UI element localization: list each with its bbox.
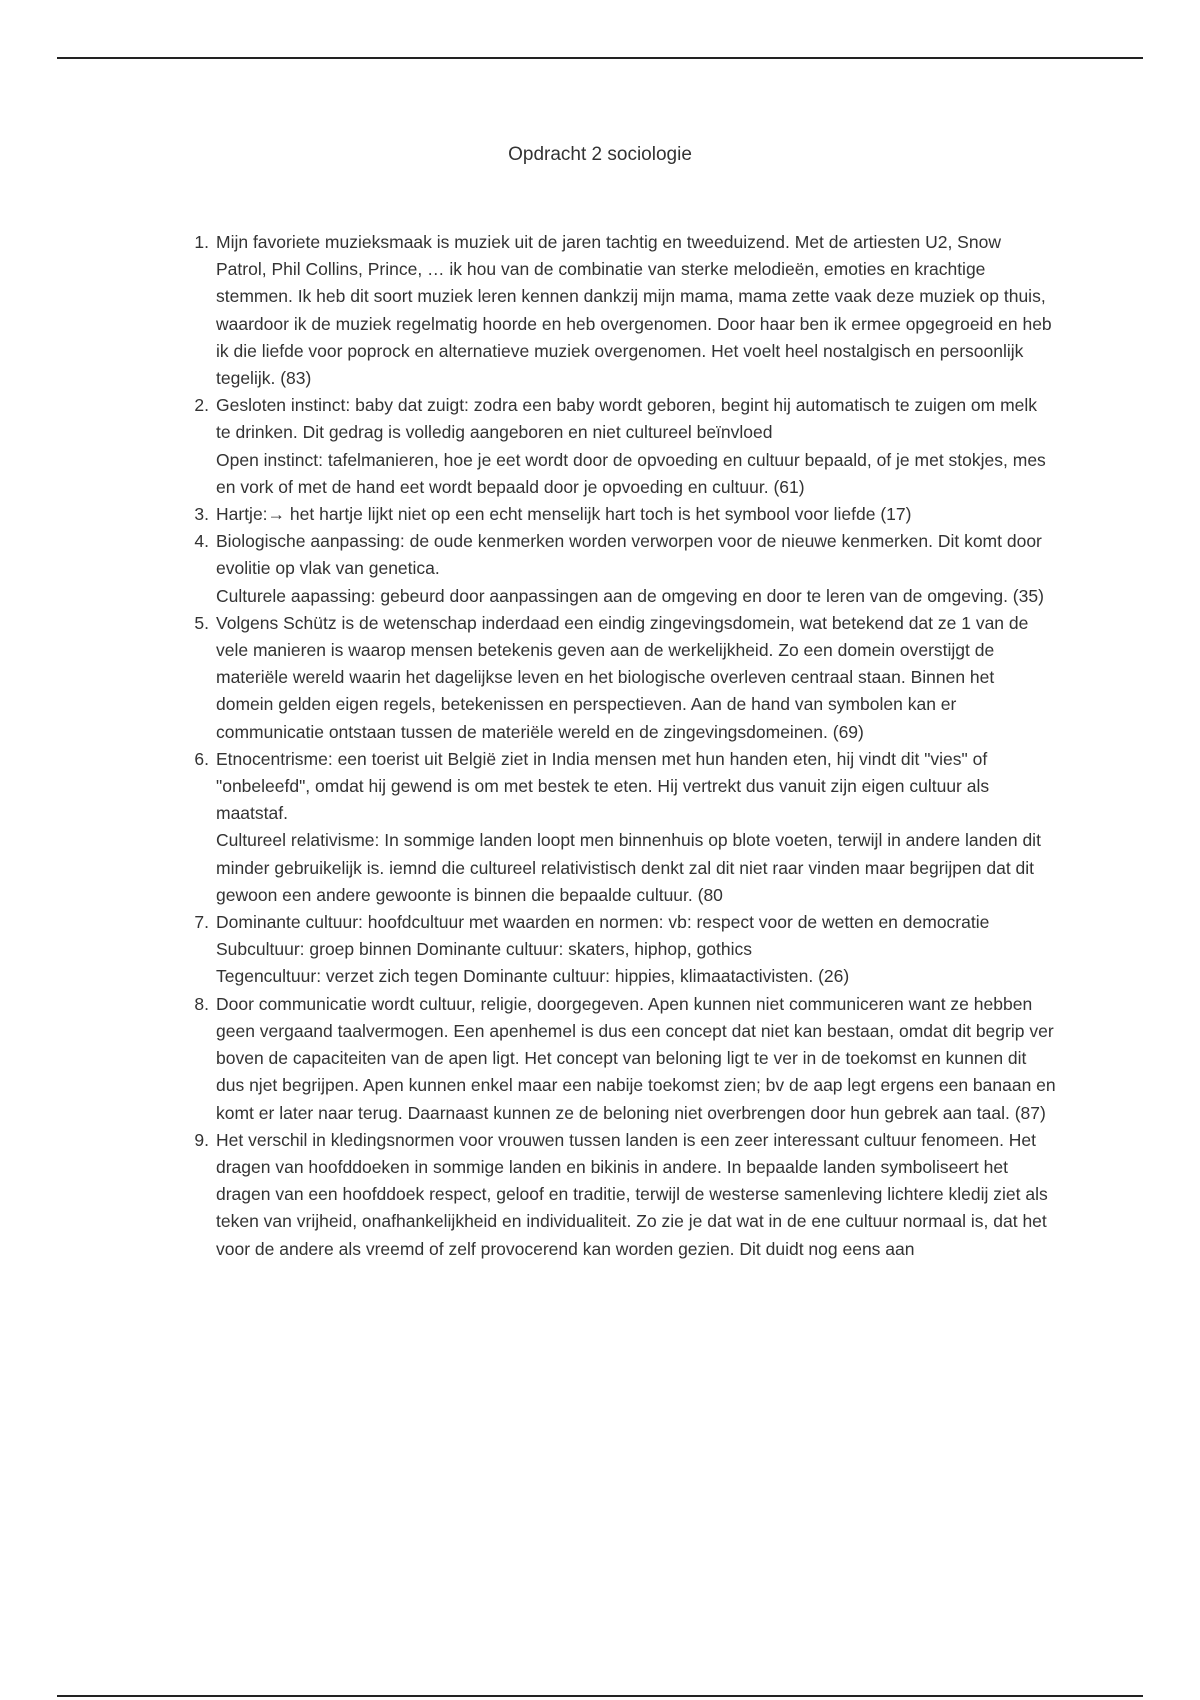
answer-body	[216, 746, 1056, 909]
answer-paragraph: Mijn favoriete muzieksmaak is muziek uit de jaren tachtig en tweeduizend. Met de artiesten U2, Snow Patrol, Phil Collins, Prince, … ik hou van de combinatie van sterke melodieën, emoties en krachtige stemmen. Ik heb dit soort muziek leren kennen dankzij mijn mama, mama zette vaak deze muziek op thuis, waardoor ik de muziek regelmatig hoorde en heb overgenomen. Door haar ben ik ermee opgegroeid en heb ik die liefde voor poprock en alternatieve muziek overgenomen. Het voelt heel nostalgisch en persoonlijk tegelijk. (83)	[216, 232, 1052, 389]
answer-number: 9.	[194, 1129, 209, 1150]
answer-paragraph: Gesloten instinct: baby dat zuigt: zodra een baby wordt geboren, begint hij automatisch te zuigen om melk te drinken. Dit gedrag is volledig aangeboren en niet cultureel beïnvloed	[216, 395, 1038, 443]
answer-item	[194, 746, 1056, 909]
answer-body	[216, 909, 1056, 991]
answer-body	[216, 392, 1056, 501]
answers-list	[194, 229, 1056, 1263]
answer-paragraph: Hartje:→ het hartje lijkt niet op een echt menselijk hart toch is het symbool voor liefde (17)	[216, 504, 912, 525]
answer-paragraph: Culturele aapassing: gebeurd door aanpassingen aan de omgeving en door te leren van de omgeving. (35)	[216, 585, 1044, 606]
answer-body	[216, 991, 1056, 1127]
document-title: Opdracht 2 sociologie	[508, 144, 692, 165]
answer-item	[194, 991, 1056, 1127]
answer-item	[194, 610, 1056, 746]
answer-paragraph: Tegencultuur: verzet zich tegen Dominante cultuur: hippies, klimaatactivisten. (26)	[216, 966, 850, 987]
answer-paragraph: Subcultuur: groep binnen Dominante cultuur: skaters, hiphop, gothics	[216, 939, 753, 960]
answer-number: 5.	[194, 612, 209, 633]
answer-number: 7.	[194, 912, 209, 933]
answer-number: 2.	[194, 395, 209, 416]
answer-body	[216, 229, 1056, 392]
answer-number: 1.	[194, 232, 209, 252]
answer-paragraph: Biologische aanpassing: de oude kenmerken worden verworpen voor de nieuwe kenmerken. Dit komt door evolitie op vlak van genetica.	[216, 531, 1042, 579]
answer-item	[194, 1127, 1056, 1263]
answer-paragraph: Door communicatie wordt cultuur, religie, doorgegeven. Apen kunnen niet communiceren want ze hebben geen vergaand taalvermogen. Een apenhemel is dus een concept dat niet kan bestaan, omdat dit begrip ver boven de capaciteiten van de apen ligt. Het concept van beloning ligt te ver in de toekomst en kunnen dit dus njet begrijpen. Apen kunnen enkel maar een nabije toekomst zien; bv de aap legt ergens een banaan en komt er later naar terug. Daarnaast kunnen ze de beloning niet overbrengen door hun gebrek aan taal. (87)	[216, 993, 1056, 1123]
answer-number: 3.	[194, 504, 209, 525]
answer-paragraph: Volgens Schütz is de wetenschap inderdaad een eindig zingevingsdomein, wat betekend dat ze 1 van de vele manieren is waarop mensen betekenis geven aan de werkelijkheid. Zo een domein overstijgt de materiële wereld waarin het dagelijkse leven en het biologische overleven centraal staan. Binnen het domein gelden eigen regels, betekenissen en perspectieven. Aan de hand van symbolen kan er communicatie ontstaan tussen de materiële wereld en de zingevingsdomeinen. (69)	[216, 612, 1029, 742]
answer-item	[194, 392, 1056, 501]
answer-item	[194, 229, 1056, 392]
answer-paragraph: Open instinct: tafelmanieren, hoe je eet wordt door de opvoeding en cultuur bepaald, of je met stokjes, mes en vork of met de hand eet wordt bepaald door je opvoeding en cultuur. (61)	[216, 449, 1046, 497]
header-rule	[57, 57, 1143, 59]
answer-number: 8.	[194, 993, 209, 1014]
answer-paragraph: Het verschil in kledingsnormen voor vrouwen tussen landen is een zeer interessant cultuur fenomeen. Het dragen van hoofddoeken in sommige landen en bikinis in andere. In bepaalde landen symboliseert het dragen van een hoofddoek respect, geloof en traditie, terwijl de westerse samenleving lichtere kledij ziet als teken van vrijheid, onafhankelijkheid en individualiteit. Zo zie je dat wat in de ene cultuur normaal is, dat het voor de andere als vreemd of zelf provocerend kan worden gezien. Dit duidt nog eens aan	[216, 1129, 1048, 1259]
answer-body	[216, 610, 1056, 746]
answer-item	[194, 909, 1056, 991]
answer-body	[216, 528, 1056, 610]
footer-rule	[57, 1695, 1143, 1697]
answer-body	[216, 1127, 1056, 1263]
answer-item	[194, 501, 1056, 528]
answer-paragraph: Etnocentrisme: een toerist uit België ziet in India mensen met hun handen eten, hij vindt dit "vies" of "onbeleefd", omdat hij gewend is om met bestek te eten. Hij vertrekt dus vanuit zijn eigen cultuur als maatstaf.	[216, 748, 990, 824]
answer-item	[194, 528, 1056, 610]
answer-paragraph: Dominante cultuur: hoofdcultuur met waarden en normen: vb: respect voor de wetten en democratie	[216, 912, 990, 933]
answer-number: 6.	[194, 748, 209, 769]
answer-body	[216, 501, 1056, 528]
answer-number: 4.	[194, 531, 209, 552]
answer-paragraph: Cultureel relativisme: In sommige landen loopt men binnenhuis op blote voeten, terwijl in andere landen dit minder gebruikelijk is. iemnd die cultureel relativistisch denkt zal dit niet raar vinden maar begrijpen dat dit gewoon een andere gewoonte is binnen die bepaalde cultuur. (80	[216, 830, 1041, 905]
